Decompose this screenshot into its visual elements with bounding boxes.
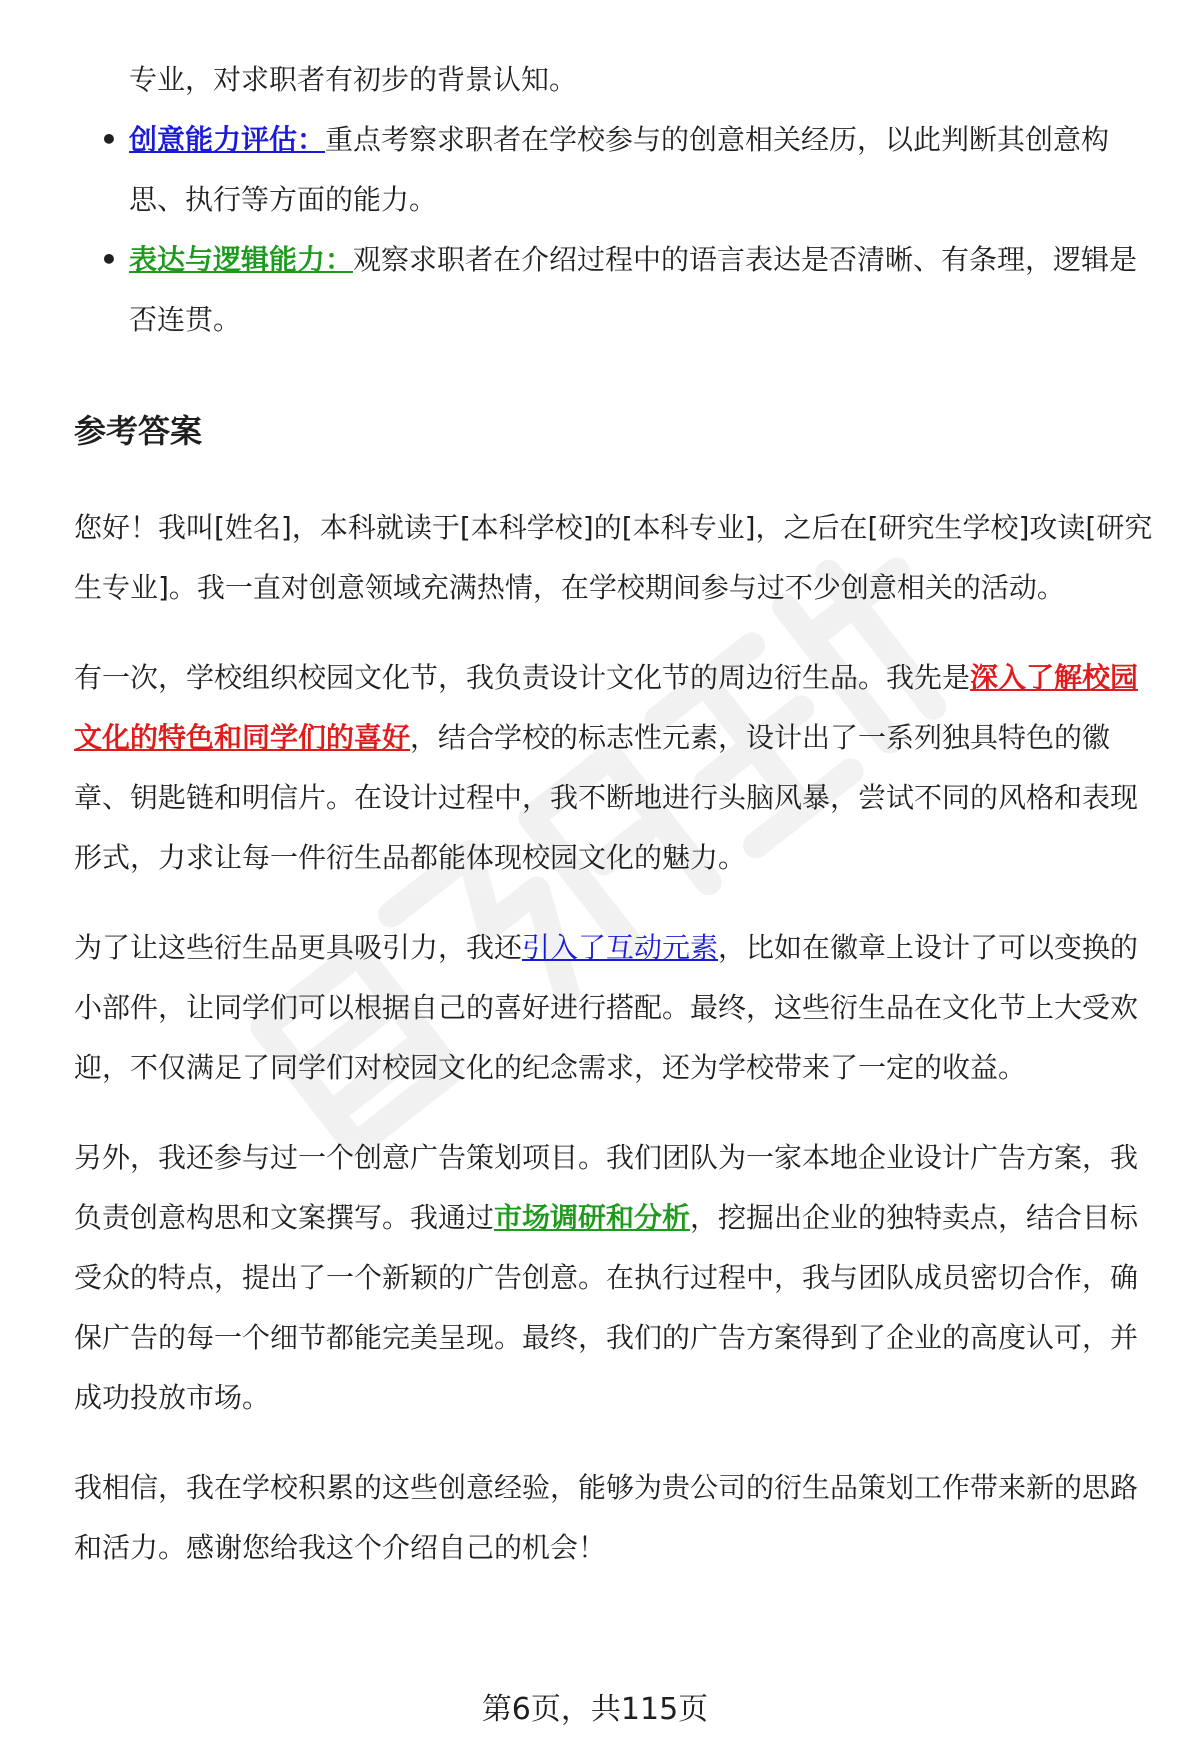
page-number: 第6页，共115页 — [481, 1692, 709, 1727]
answer-paragraph-1: 您好！我叫[姓名]，本科就读于[本科学校]的[本科专业]，之后在[研究生学校]攻读[研究生专业]。我一直对创意领域充满热情，在学校期间参与过不少创意相关的活动。 — [74, 511, 1153, 604]
criterion-label-creativity: 创意能力评估： — [129, 123, 326, 156]
highlight-text: 引入了互动元素 — [522, 931, 719, 964]
paragraph-text: ，挖掘出企业的独特卖点，结合目标受众的特点，提出了一个新颖的广告创意。在执行过程中，我与团队成员密切合作，确保广告的每一个细节都能完美呈现。最终，我们的广告方案得到了企业的高度认可，并成功投放市场。 — [74, 1201, 1139, 1414]
section-title: 参考答案 — [74, 412, 203, 450]
list-item — [74, 230, 1164, 350]
answer-paragraph-4 — [74, 1128, 1164, 1428]
list-item — [74, 110, 1164, 230]
paragraph-text: 另外，我还参与过一个创意广告策划项目。我们团队为一家本地企业设计广告方案，我负责创意构思和文案撰写。我通过 — [74, 1141, 1139, 1234]
paragraph-text: 为了让这些衍生品更具吸引力，我还 — [74, 931, 523, 964]
answer-paragraph-5: 我相信，我在学校积累的这些创意经验，能够为贵公司的衍生品策划工作带来新的思路和活力。感谢您给我这个介绍自己的机会！ — [74, 1471, 1139, 1564]
bullet-icon: • — [100, 123, 118, 156]
paragraph-text: ，比如在徽章上设计了可以变换的小部件，让同学们可以根据自己的喜好进行搭配。最终，这些衍生品在文化节上大受欢迎，不仅满足了同学们对校园文化的纪念需求，还为学校带来了一定的收益。 — [74, 931, 1139, 1084]
bullet-icon: • — [100, 243, 118, 276]
paragraph-text: ，结合学校的标志性元素，设计出了一系列独具特色的徽章、钥匙链和明信片。在设计过程中，我不断地进行头脑风暴，尝试不同的风格和表现形式，力求让每一件衍生品都能体现校园文化的魅力。 — [74, 721, 1139, 874]
answer-paragraph-3 — [74, 918, 1164, 1098]
criterion-text: 观察求职者在介绍过程中的语言表达是否清晰、有条理，逻辑是否连贯。 — [129, 243, 1138, 336]
paragraph-text: 有一次，学校组织校园文化节，我负责设计文化节的周边衍生品。我先是 — [74, 661, 971, 694]
document-page — [74, 0, 1164, 1578]
criteria-list — [74, 110, 1164, 350]
criterion-label-expression: 表达与逻辑能力： — [129, 243, 354, 276]
answer-paragraph-2 — [74, 648, 1164, 888]
highlight-text: 深入了解校园文化的特色和同学们的喜好 — [74, 661, 1139, 754]
criteria-continuation: 专业，对求职者有初步的背景认知。 — [129, 63, 578, 96]
criterion-text: 重点考察求职者在学校参与的创意相关经历，以此判断其创意构思、执行等方面的能力。 — [129, 123, 1110, 216]
highlight-text: 市场调研和分析 — [494, 1201, 691, 1234]
